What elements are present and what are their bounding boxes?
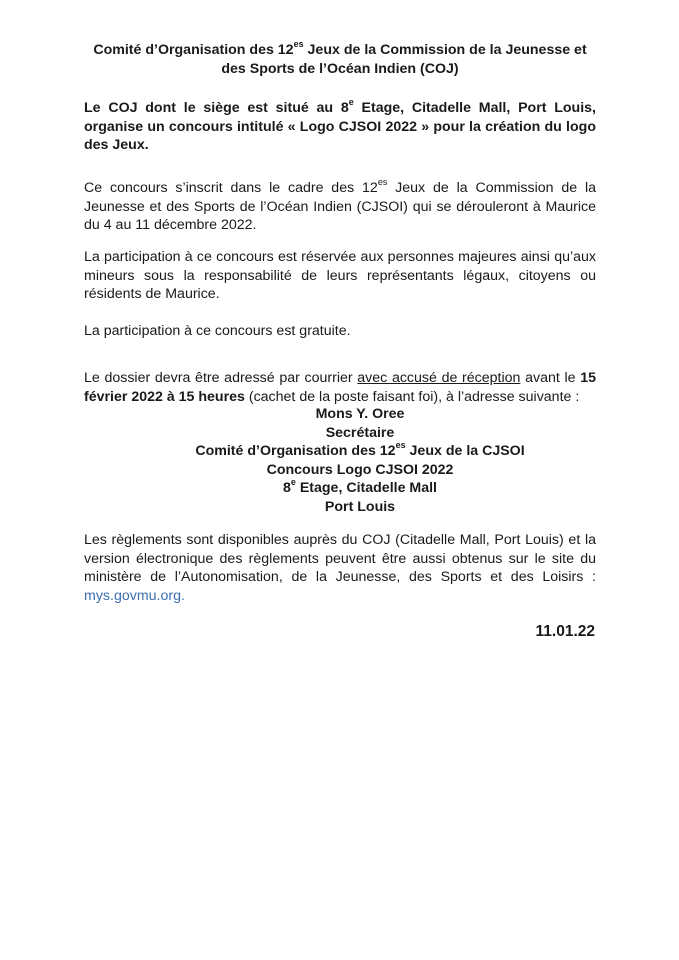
heading-line-1: Comité d’Organisation des $12^{es}$ Jeux de la Commission de la Jeunesse et [93, 39, 587, 58]
ministry-website-link[interactable]: mys.govmu.org. [84, 587, 185, 604]
rules-paragraph: Les règlements sont disponibles auprès du COJ (Citadelle Mall, Port Louis) et la version électronique des règlements peuvent être aussi obtenus sur le site du ministère de l’Autonomisation, de la Jeunesse, des Sports et des Loisirs : mys.govmu.org. [84, 532, 596, 604]
free-participation-paragraph: La participation à ce concours est gratuite. [84, 323, 351, 339]
context-paragraph: Ce concours s’inscrit dans le cadre des $12^{es}$ Jeux de la Commission de la Jeunesse et des Sports de l’Océan Indien (CJSOI) qui se dérouleront à Maurice du 4 au 11 décembre 2022. [84, 177, 597, 233]
submission-paragraph: Le dossier devra être adressé par courrier avec accusé de réception avant le 15 février 2022 à 15 heures (cachet de la poste faisant foi), à l’adresse suivante : [84, 370, 596, 405]
address-line-floor: 8e Etage, Citadelle Mall [282, 477, 438, 496]
intro-paragraph: Le COJ dont le siège est situé au 8e Etage, Citadelle Mall, Port Louis, organise un concours intitulé « Logo CJSOI 2022 » pour la création du logo des Jeux. [84, 97, 596, 153]
address-line-title: Secrétaire [325, 424, 395, 441]
mailing-address [84, 405, 636, 516]
address-line-committee: Comité d’Organisation des $12^{es}$ Jeux de la CJSOI [195, 440, 525, 459]
document-date: 11.01.22 [535, 623, 595, 640]
deadline-text: 15 février 2022 à 15 heures [84, 370, 596, 405]
eligibility-paragraph: La participation à ce concours est réservée aux personnes majeures ainsi qu’aux mineurs sous la responsabilité de leurs représentants légaux, citoyens ou résidents de Maurice. [84, 249, 596, 302]
address-line-city: Port Louis [324, 498, 396, 515]
document-heading [84, 41, 596, 78]
heading-line-2: des Sports de l’Océan Indien (COJ) [221, 60, 459, 77]
address-line-contest: Concours Logo CJSOI 2022 [266, 461, 454, 478]
address-line-name: Mons Y. Oree [315, 406, 405, 422]
acknowledgement-text: avec accusé de réception [357, 370, 521, 386]
